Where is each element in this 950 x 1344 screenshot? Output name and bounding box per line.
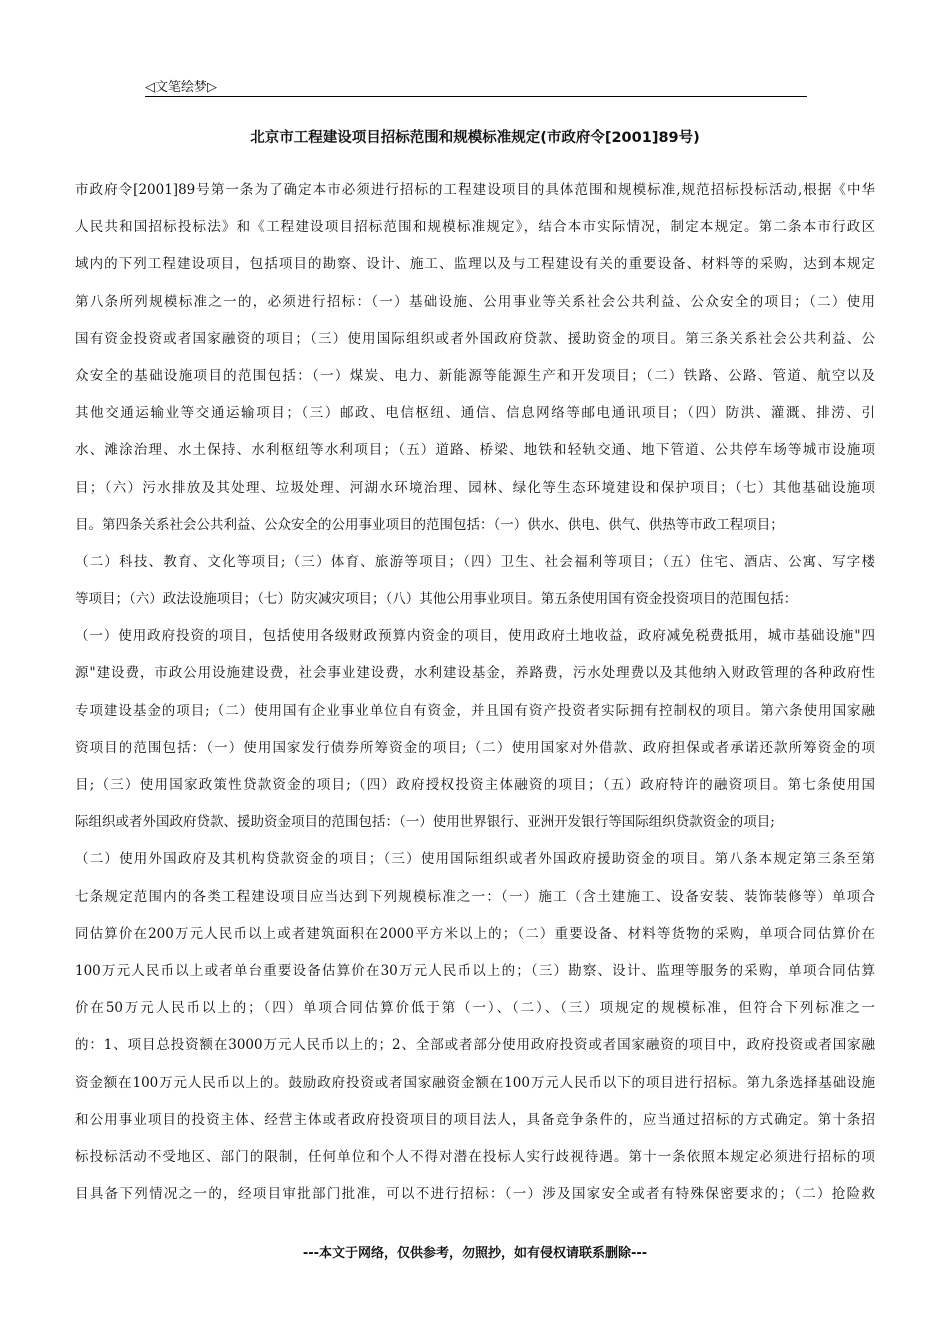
- body-line: 国有资金投资或者国家融资的项目；（三）使用国际组织或者外国政府贷款、援助资金的项目。第三条关系社会公共利益、公: [75, 330, 875, 347]
- brand-mark: ◁文笔绘梦▷: [145, 80, 217, 95]
- body-line: 和公用事业项目的投资主体、经营主体或者政府投资项目的项目法人，具备竞争条件的，应当通过招标的方式确定。第十条招: [75, 1111, 875, 1128]
- body-line: （一）使用政府投资的项目，包括使用各级财政预算内资金的项目，使用政府土地收益，政府减免税费抵用，城市基础设施"四: [75, 628, 875, 645]
- body-line: 价在50万元人民币以上的；（四）单项合同估算价低于第（一）、（二）、（三）项规定的规模标准，但符合下列标准之一: [75, 1000, 875, 1017]
- body-line: 际组织或者外国政府贷款、援助资金项目的范围包括：（一）使用世界银行、亚洲开发银行等国际组织贷款资金的项目;: [75, 814, 775, 831]
- body-line: 目；（六）污水排放及其处理、垃圾处理、河湖水环境治理、园林、绿化等生态环境建设和保护项目；（七）其他基础设施项: [75, 479, 875, 496]
- body-line: 同估算价在200万元人民币以上或者建筑面积在2000平方米以上的；（二）重要设备、材料等货物的采购，单项合同估算价在: [75, 925, 875, 942]
- document-body: [75, 172, 875, 1213]
- body-line: （二）科技、教育、文化等项目;（三）体育、旅游等项目；（四）卫生、社会福利等项目；（五）住宅、酒店、公寓、写字楼: [75, 553, 875, 570]
- body-line: 等项目；（六）政法设施项目；（七）防灾减灾项目；（八）其他公用事业项目。第五条使用国有资金投资项目的范围包括：: [75, 591, 798, 608]
- body-line: 100万元人民币以上或者单台重要设备估算价在30万元人民币以上的；（三）勘察、设计、监理等服务的采购，单项合同估算: [75, 962, 875, 979]
- body-line: 资项目的范围包括：（一）使用国家发行债券所筹资金的项目;（二）使用国家对外借款、政府担保或者承诺还款所筹资金的项: [75, 739, 875, 756]
- body-line: 目;（三）使用国家政策性贷款资金的项目;（四）政府授权投资主体融资的项目；（五）政府特许的融资项目。第七条使用国: [75, 777, 875, 793]
- body-line: 的：1、项目总投资额在3000万元人民币以上的；2、全部或者部分使用政府投资或者国家融资的项目中，政府投资或者国家融: [75, 1037, 875, 1054]
- body-line: 众安全的基础设施项目的范围包括：（一）煤炭、电力、新能源等能源生产和开发项目；（二）铁路、公路、管道、航空以及: [75, 367, 875, 384]
- body-line: 源"建设费，市政公用设施建设费，社会事业建设费，水利建设基金，养路费，污水处理费以及其他纳入财政管理的各种政府性: [75, 665, 875, 682]
- body-line: 目具备下列情况之一的，经项目审批部门批准，可以不进行招标：（一）涉及国家安全或者有特殊保密要求的；（二）抢险救: [75, 1186, 875, 1203]
- body-line: 其他交通运输业等交通运输项目；（三）邮政、电信枢纽、通信、信息网络等邮电通讯项目；（四）防洪、灌溉、排涝、引: [75, 405, 875, 422]
- body-line: 资金额在100万元人民币以上的。鼓励政府投资或者国家融资金额在100万元人民币以下的项目进行招标。第九条选择基础设施: [75, 1074, 875, 1091]
- body-line: 水、滩涂治理、水土保持、水利枢纽等水利项目；（五）道路、桥梁、地铁和轻轨交通、地下管道、公共停车场等城市设施项: [75, 442, 875, 459]
- body-line: 第八条所列规模标准之一的，必须进行招标：（一）基础设施、公用事业等关系社会公共利益、公众安全的项目；（二）使用: [75, 293, 875, 310]
- header-rule: [145, 96, 807, 97]
- body-line: 市政府令[2001]89号第一条为了确定本市必须进行招标的工程建设项目的具体范围和规模标准,规范招标投标活动,根据《中华: [75, 182, 875, 198]
- footer-notice: ---本文于网络，仅供参考，勿照抄，如有侵权请联系删除---: [302, 1246, 648, 1261]
- document-title: 北京市工程建设项目招标范围和规模标准规定(市政府令[2001]89号): [250, 130, 700, 146]
- body-line: 人民共和国招标投标法》和《工程建设项目招标范围和规模标准规定》，结合本市实际情况，制定本规定。第二条本市行政区: [75, 219, 875, 236]
- body-line: 域内的下列工程建设项目，包括项目的勘察、设计、施工、监理以及与工程建设有关的重要设备、材料等的采购，达到本规定: [75, 256, 875, 273]
- body-line: 目。第四条关系社会公共利益、公众安全的公用事业项目的范围包括：（一）供水、供电、供气、供热等市政工程项目；: [75, 516, 784, 533]
- body-line: 七条规定范围内的各类工程建设项目应当达到下列规模标准之一：（一）施工（含土建施工、设备安装、装饰装修等）单项合: [75, 888, 875, 905]
- body-line: 标投标活动不受地区、部门的限制，任何单位和个人不得对潜在投标人实行歧视待遇。第十一条依照本规定必须进行招标的项: [75, 1148, 875, 1165]
- body-line: 专项建设基金的项目;（二）使用国有企业事业单位自有资金，并且国有资产投资者实际拥有控制权的项目。第六条使用国家融: [75, 702, 875, 719]
- body-line: （二）使用外国政府及其机构贷款资金的项目；（三）使用国际组织或者外国政府援助资金的项目。第八条本规定第三条至第: [75, 851, 875, 868]
- page-header: [145, 74, 807, 98]
